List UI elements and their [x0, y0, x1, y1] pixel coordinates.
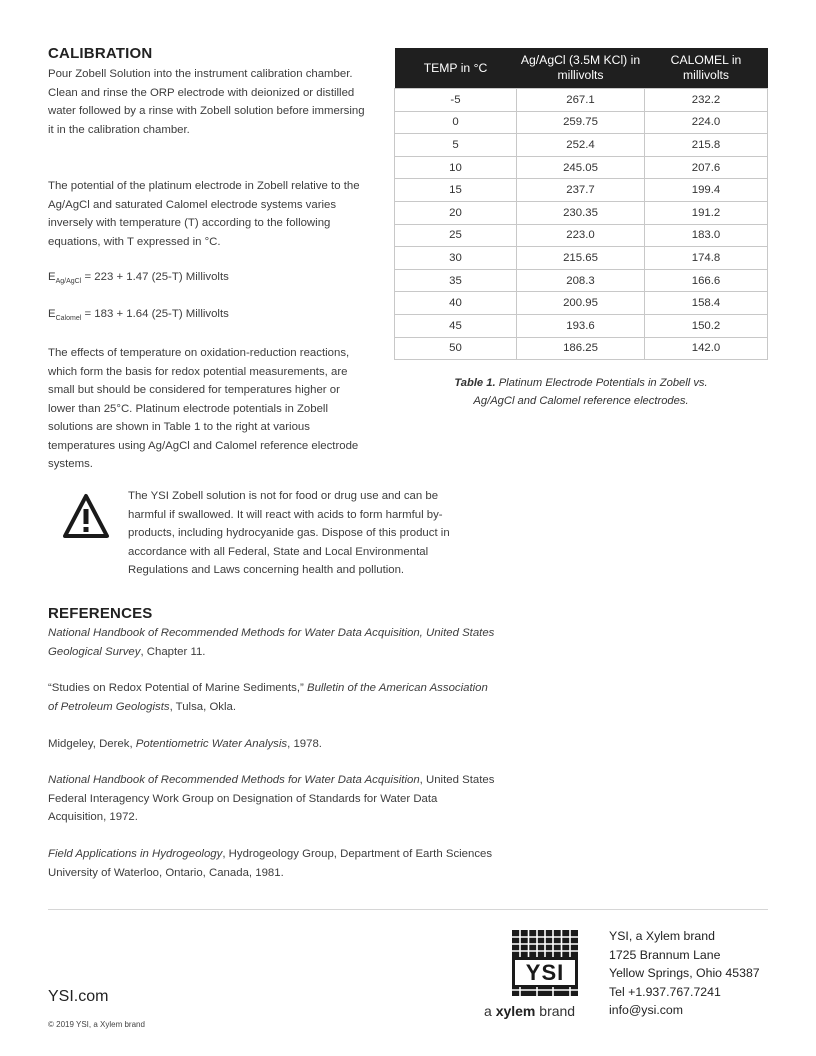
table-row [395, 269, 768, 292]
copyright-text: © 2019 YSI, a Xylem brand [48, 1020, 145, 1029]
table-cell: 207.6 [645, 156, 768, 179]
ysi-logo [512, 930, 578, 996]
table-cell: 30 [395, 247, 517, 270]
address-phone[interactable]: Tel +1.937.767.7241 [609, 984, 721, 999]
reference-item-1: National Handbook of Recommended Methods for Water Data Acquisition, United States Geological Survey, Chapter 11. [48, 627, 495, 658]
calibration-paragraph-3: The effects of temperature on oxidation-reduction reactions, which form the basis for redox potential measurements, are small but should be considered for temperatures higher or lower than 25°C. Platinum electrode potentials in Zobell solutions are shown in Table 1 to the right at various temperatures using Ag/AgCl and Calomel reference electrode systems. [48, 347, 359, 470]
calibration-paragraph-2: The potential of the platinum electrode in Zobell relative to the Ag/AgCl and saturated Calomel electrode systems varies inversely with temperature (T) according to the following equations, with T expressed in °C. [48, 180, 360, 248]
table-cell: 25 [395, 224, 517, 247]
table-row [395, 156, 768, 179]
address-street: 1725 Brannum Lane [609, 947, 721, 962]
table-caption-text: Platinum Electrode Potentials in Zobell vs. Ag/AgCl and Calomel reference electrodes. [473, 377, 708, 407]
table-cell: 150.2 [645, 314, 768, 337]
address-city: Yellow Springs, Ohio 45387 [609, 966, 760, 980]
table-row [395, 111, 768, 134]
table-header-agagcl: Ag/AgCl (3.5M KCl) in millivolts [517, 48, 645, 89]
table-row [395, 247, 768, 270]
table-cell: 45 [395, 314, 517, 337]
table-cell: 193.6 [517, 314, 645, 337]
table-row [395, 89, 768, 112]
table-row [395, 337, 768, 360]
electrode-potential-table [394, 48, 768, 360]
calibration-heading: CALIBRATION [48, 45, 153, 62]
reference-item-2: “Studies on Redox Potential of Marine Sediments,” Bulletin of the American Association of Petroleum Geologists, Tulsa, Okla. [48, 682, 488, 713]
table-cell: 5 [395, 134, 517, 157]
table-cell: 186.25 [517, 337, 645, 360]
warning-text: The YSI Zobell solution is not for food or drug use and can be harmful if swallowed. It will react with acids to form harmful by-products, including hydrocyanide gas. Dispose of this product in accordance with all Federal, State and Local Environmental Regulations and Laws concerning health and pollution. [128, 490, 450, 576]
table-row [395, 201, 768, 224]
calibration-paragraph-1: Pour Zobell Solution into the instrument calibration chamber. Clean and rinse the ORP electrode with deionized or distilled water followed by a rinse with Zobell solution before immersing it in the calibration chamber. [48, 68, 365, 136]
equation-ag-agcl: $E_{Ag/AgCl} = 223 + 1.47$ (25-T) Millivolts [48, 271, 229, 285]
xylem-wordmark: xylem [495, 1003, 536, 1019]
table-row [395, 314, 768, 337]
references-heading: REFERENCES [48, 605, 153, 622]
warning-triangle-icon [62, 493, 110, 539]
xylem-tagline: a xylem brand [484, 1003, 576, 1019]
table-header-calomel: CALOMEL in millivolts [645, 48, 768, 89]
table-cell: 245.05 [517, 156, 645, 179]
table-cell: -5 [395, 89, 517, 112]
reference-item-4: National Handbook of Recommended Methods for Water Data Acquisition, United States Federal Interagency Work Group on Designation of Standards for Water Data Acquisition, 1972. [48, 774, 495, 823]
table-cell: 223.0 [517, 224, 645, 247]
table-cell: 15 [395, 179, 517, 202]
table-cell: 230.35 [517, 201, 645, 224]
table-cell: 35 [395, 269, 517, 292]
electrode-potential-table-wrapper [394, 48, 768, 360]
table-cell: 259.75 [517, 111, 645, 134]
table-cell: 0 [395, 111, 517, 134]
table-cell: 50 [395, 337, 517, 360]
table-cell: 215.8 [645, 134, 768, 157]
table-cell: 237.7 [517, 179, 645, 202]
ysi-logo-text: YSI [525, 960, 565, 985]
equation-calomel: $E_{Calomel} = 183 + 1.64$ (25-T) Millivolts [48, 308, 229, 322]
table-cell: 215.65 [517, 247, 645, 270]
table-cell: 166.6 [645, 269, 768, 292]
table-cell: 208.3 [517, 269, 645, 292]
table-cell: 232.2 [645, 89, 768, 112]
table-row [395, 134, 768, 157]
footer-divider [48, 909, 768, 910]
table-row [395, 224, 768, 247]
company-address [609, 927, 789, 1020]
reference-item-5: Field Applications in Hydrogeology, Hydrogeology Group, Department of Earth Sciences University of Waterloo, Ontario, Canada, 1981. [48, 848, 493, 879]
table-cell: 267.1 [517, 89, 645, 112]
table-cell: 224.0 [645, 111, 768, 134]
table-cell: 20 [395, 201, 517, 224]
table-cell: 10 [395, 156, 517, 179]
table-cell: 142.0 [645, 337, 768, 360]
table-cell: 252.4 [517, 134, 645, 157]
table-cell: 40 [395, 292, 517, 315]
reference-item-3: Midgeley, Derek, Potentiometric Water Analysis, 1978. [48, 738, 322, 750]
address-email[interactable]: info@ysi.com [609, 1003, 683, 1017]
table-cell: 200.95 [517, 292, 645, 315]
table-row [395, 292, 768, 315]
table-cell: 199.4 [645, 179, 768, 202]
table-cell: 183.0 [645, 224, 768, 247]
table-row [395, 179, 768, 202]
table-header-row [395, 48, 768, 89]
table-caption [434, 374, 728, 410]
table-cell: 174.8 [645, 247, 768, 270]
website-link[interactable]: YSI.com [48, 988, 109, 1005]
table-cell: 158.4 [645, 292, 768, 315]
table-header-temp: TEMP in °C [395, 48, 517, 89]
table-caption-label: Table 1. [454, 377, 496, 389]
address-company: YSI, a Xylem brand [609, 929, 715, 943]
table-cell: 191.2 [645, 201, 768, 224]
